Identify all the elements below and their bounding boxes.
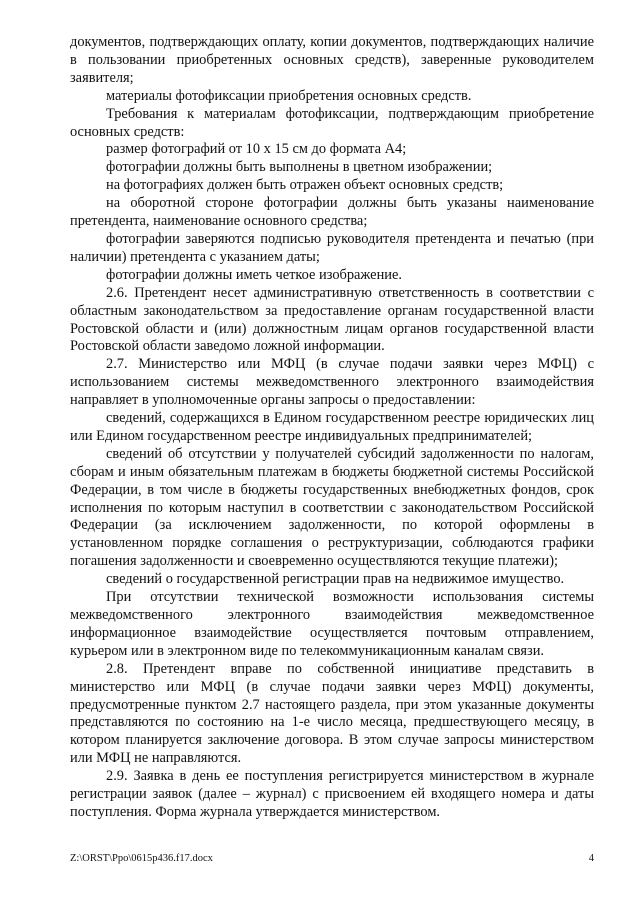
paragraph: Требования к материалам фотофиксации, подтверждающим приобретение основных средств: [70,105,594,140]
paragraph: сведений о государственной регистрации прав на недвижимое имущество. [106,571,565,588]
paragraph: сведений об отсутствии у получателей субсидий задолженности по налогам, сборам и иным обязательным платежам в бюджеты бюджетной системы Российской Федерации, в том числе в бюджеты государственных внебюджетных фондов, срок исполнения по которым наступил в соответствии с законодательством Российской Федерации (за исключением задолженности, по которой оформлены в установленном порядке соглашения о реструктуризации, соблюдаются графики погашения задолженности и своевременно осуществляются текущие платежи); [70,445,594,570]
paragraph: 2.6. Претендент несет административную ответственность в соответствии с областным законодательством за предоставление органам государственной власти Ростовской области и (или) должностным лицам органов государственной власти Ростовской области заведомо ложной информации. [70,284,594,355]
paragraph: на оборотной стороне фотографии должны быть указаны наименование претендента, наименование основного средства; [70,195,594,230]
paragraph: фотографии заверяются подписью руководителя претендента и печатью (при наличии) претендента с указанием даты; [70,230,594,265]
paragraph: размер фотографий от 10 х 15 см до формата А4; [106,141,407,158]
paragraph: При отсутствии технической возможности использования системы межведомственного электронного взаимодействия межведомственное информационное взаимодействие осуществляется почтовым отправлением, курьером или в электронном виде по телекоммуникационным каналам связи. [70,589,594,659]
page-footer [70,853,594,864]
paragraph: документов, подтверждающих оплату, копии документов, подтверждающих наличие в пользовании приобретенных основных средств), заверенные руководителем заявителя; [70,34,594,86]
paragraph: фотографии должны быть выполнены в цветном изображении; [106,159,493,176]
file-path: Z:\ORST\Ppo\0615p436.f17.docx [70,853,213,864]
paragraph: 2.7. Министерство или МФЦ (в случае подачи заявки через МФЦ) с использованием системы межведомственного электронного взаимодействия направляет в уполномоченные органы запросы о предоставлении: [70,356,594,409]
paragraph: материалы фотофиксации приобретения основных средств. [106,87,472,104]
paragraph: сведений, содержащихся в Едином государственном реестре юридических лиц или Едином государственном реестре индивидуальных предпринимателей; [70,410,594,444]
paragraph: на фотографиях должен быть отражен объект основных средств; [106,177,504,194]
paragraph: 2.8. Претендент вправе по собственной инициативе представить в министерство или МФЦ (в случае подачи заявки через МФЦ) документы, предусмотренные пунктом 2.7 настоящего раздела, при этом указанные документы представляются по состоянию на 1-е число месяца, предшествующего месяцу, в котором планируется заключение договора. В этом случае запросы министерством или МФЦ не направляются. [70,660,594,767]
paragraph: 2.9. Заявка в день ее поступления регистрируется министерством в журнале регистрации заявок (далее – журнал) с присвоением ей входящего номера и даты поступления. Форма журнала утверждается министерством. [70,768,594,820]
paragraph: фотографии должны иметь четкое изображение. [106,266,402,283]
page-number: 4 [588,853,594,864]
document-body [70,34,594,822]
